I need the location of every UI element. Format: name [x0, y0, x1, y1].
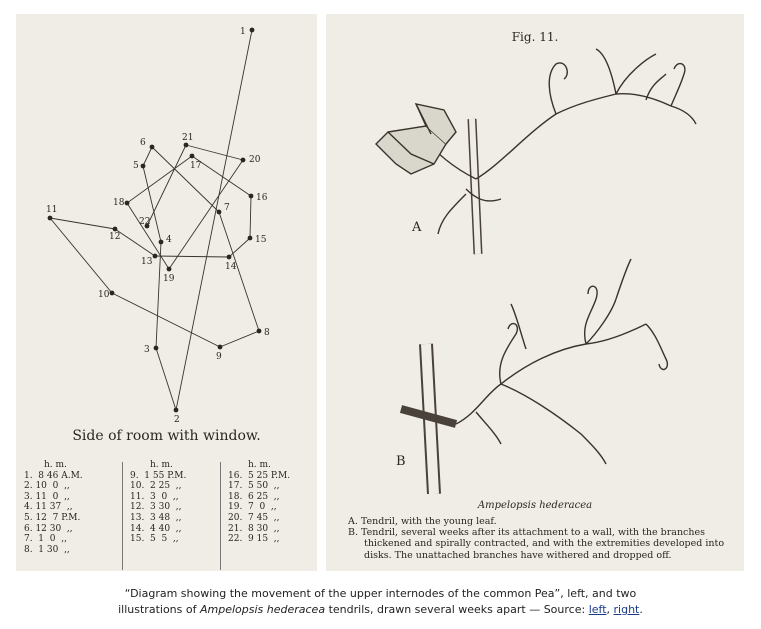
movement-point: [241, 158, 246, 163]
movement-point-label: 21: [182, 133, 194, 143]
movement-point-label: 2: [174, 415, 180, 424]
legend-a: A. Tendril, with the young leaf.: [348, 516, 497, 527]
time-entry: 8. 1 30 ,,: [24, 544, 70, 555]
time-entry: 14. 4 40 ,,: [130, 523, 182, 534]
time-entry: 22. 9 15 ,,: [228, 534, 280, 545]
figure-legend: [348, 516, 736, 561]
caption-line-2: [0, 602, 761, 618]
movement-path-segment: [220, 331, 259, 347]
movement-point-label: 14: [225, 262, 237, 272]
movement-diagram-panel: [16, 14, 317, 571]
caption-end: .: [639, 603, 643, 616]
species-name: Ampelopsis hederacea: [477, 500, 593, 511]
movement-point: [159, 240, 164, 245]
caption-species: Ampelopsis hederacea: [199, 603, 326, 616]
movement-point: [174, 408, 179, 413]
time-entry: 6. 12 30 ,,: [24, 523, 73, 534]
diagram-caption: Side of room with window.: [72, 428, 261, 444]
legend-b-line-1: B. Tendril, several weeks after its attachment to a wall, with the branches: [348, 527, 705, 539]
movement-point: [153, 254, 158, 259]
movement-point-label: 3: [144, 345, 150, 355]
movement-point-label: 5: [133, 161, 139, 171]
movement-point: [154, 346, 159, 351]
movement-point-label: 4: [166, 235, 172, 245]
figure-label-b: B: [396, 454, 406, 469]
movement-point-label: 19: [163, 274, 175, 284]
time-entry: 5. 12 7 P.M.: [24, 512, 81, 523]
column-divider: [220, 462, 221, 570]
movement-point: [150, 145, 155, 150]
time-entry: 11. 3 0 ,,: [130, 491, 179, 502]
movement-point: [184, 143, 189, 148]
movement-point: [110, 291, 115, 296]
time-header: h. m.: [44, 460, 67, 470]
movement-path-segment: [143, 166, 161, 242]
movement-point-label: 6: [140, 138, 146, 148]
movement-point: [167, 267, 172, 272]
movement-point: [125, 201, 130, 206]
time-column-1: [24, 460, 83, 555]
time-entry: 19. 7 0 ,,: [228, 502, 277, 513]
time-entry: 20. 7 45 ,,: [228, 512, 280, 523]
column-divider: [122, 462, 123, 570]
image-caption: [0, 586, 761, 618]
time-entry: 3. 11 0 ,,: [24, 491, 70, 502]
movement-point: [48, 216, 53, 221]
time-entry: 9. 1 55 P.M.: [130, 470, 187, 481]
movement-point-label: 1: [240, 27, 246, 37]
movement-point: [217, 210, 222, 215]
caption-separator: ,: [606, 603, 614, 616]
movement-path-segment: [50, 218, 112, 293]
time-header: h. m.: [248, 460, 271, 470]
movement-point-label: 16: [256, 193, 268, 203]
movement-point-label: 10: [98, 290, 110, 300]
time-header: h. m.: [150, 460, 173, 470]
caption-line-1: “Diagram showing the movement of the upper internodes of the common Pea”, left, and two: [124, 587, 637, 600]
movement-point-label: 13: [141, 257, 153, 267]
movement-point-label: 9: [216, 352, 222, 362]
source-link-left[interactable]: left: [588, 603, 607, 616]
movement-path-segment: [176, 30, 252, 410]
caption-text: illustrations of: [118, 603, 200, 616]
movement-point: [248, 236, 253, 241]
tendril-a-drawing: [376, 49, 696, 254]
movement-path-segment: [115, 229, 155, 256]
movement-point: [249, 194, 254, 199]
time-entry: 12. 3 30 ,,: [130, 502, 182, 513]
time-entry: 17. 5 50 ,,: [228, 481, 280, 492]
figure-label-a: A: [412, 220, 422, 235]
movement-point: [227, 255, 232, 260]
movement-point-label: 20: [249, 155, 261, 165]
movement-path-segment: [156, 348, 176, 410]
caption-text: tendrils, drawn several weeks apart — Source:: [325, 603, 589, 616]
movement-point: [218, 345, 223, 350]
movement-point-label: 18: [113, 198, 125, 208]
time-column-3: [228, 460, 290, 545]
time-entry: 18. 6 25 ,,: [228, 491, 280, 502]
movement-point: [250, 28, 255, 33]
movement-diagram: [16, 14, 317, 424]
time-entry: 2. 10 0 ,,: [24, 481, 70, 492]
tendril-illustration-panel: [326, 14, 744, 571]
movement-path-segment: [143, 147, 152, 166]
time-entry: 15. 5 5 ,,: [130, 534, 179, 545]
movement-point-label: 17: [190, 161, 202, 171]
time-entry: 1. 8 46 A.M.: [24, 470, 83, 481]
time-entry: 16. 5 25 P.M.: [228, 470, 291, 481]
tendril-b-drawing: [401, 259, 667, 494]
movement-point-label: 11: [46, 205, 58, 215]
time-entry: 21. 8 30 ,,: [228, 523, 280, 534]
movement-path-segment: [50, 218, 115, 229]
figure-title: Fig. 11.: [511, 30, 559, 44]
source-link-right[interactable]: right: [613, 603, 640, 616]
legend-b-line-2: thickened and spirally contracted, and with the extremities developed into: [364, 538, 725, 550]
legend-b-line-3: disks. The unattached branches have withered and dropped off.: [364, 549, 672, 561]
movement-point-label: 22: [139, 217, 151, 227]
movement-path-segment: [156, 242, 161, 348]
movement-point: [190, 154, 195, 159]
movement-path-segment: [155, 256, 229, 257]
movement-point-label: 7: [224, 203, 230, 213]
movement-point-label: 8: [264, 328, 270, 338]
time-entry: 10. 2 25 ,,: [130, 481, 182, 492]
movement-point-label: 15: [255, 235, 267, 245]
time-column-2: [130, 460, 186, 545]
time-entry: 13. 3 48 ,,: [130, 512, 182, 523]
movement-point: [141, 164, 146, 169]
movement-point: [113, 227, 118, 232]
movement-point-label: 12: [109, 232, 121, 242]
movement-point: [257, 329, 262, 334]
movement-path-segment: [147, 145, 186, 226]
movement-path-segment: [229, 238, 250, 257]
time-entry: 7. 1 0 ,,: [24, 534, 67, 545]
tendril-illustration: [326, 14, 744, 494]
movement-path-segment: [250, 196, 251, 238]
movement-path-segment: [152, 147, 219, 212]
movement-path-segment: [169, 160, 243, 269]
time-entry: 4. 11 37 ,,: [24, 502, 73, 513]
movement-path-segment: [112, 293, 220, 347]
